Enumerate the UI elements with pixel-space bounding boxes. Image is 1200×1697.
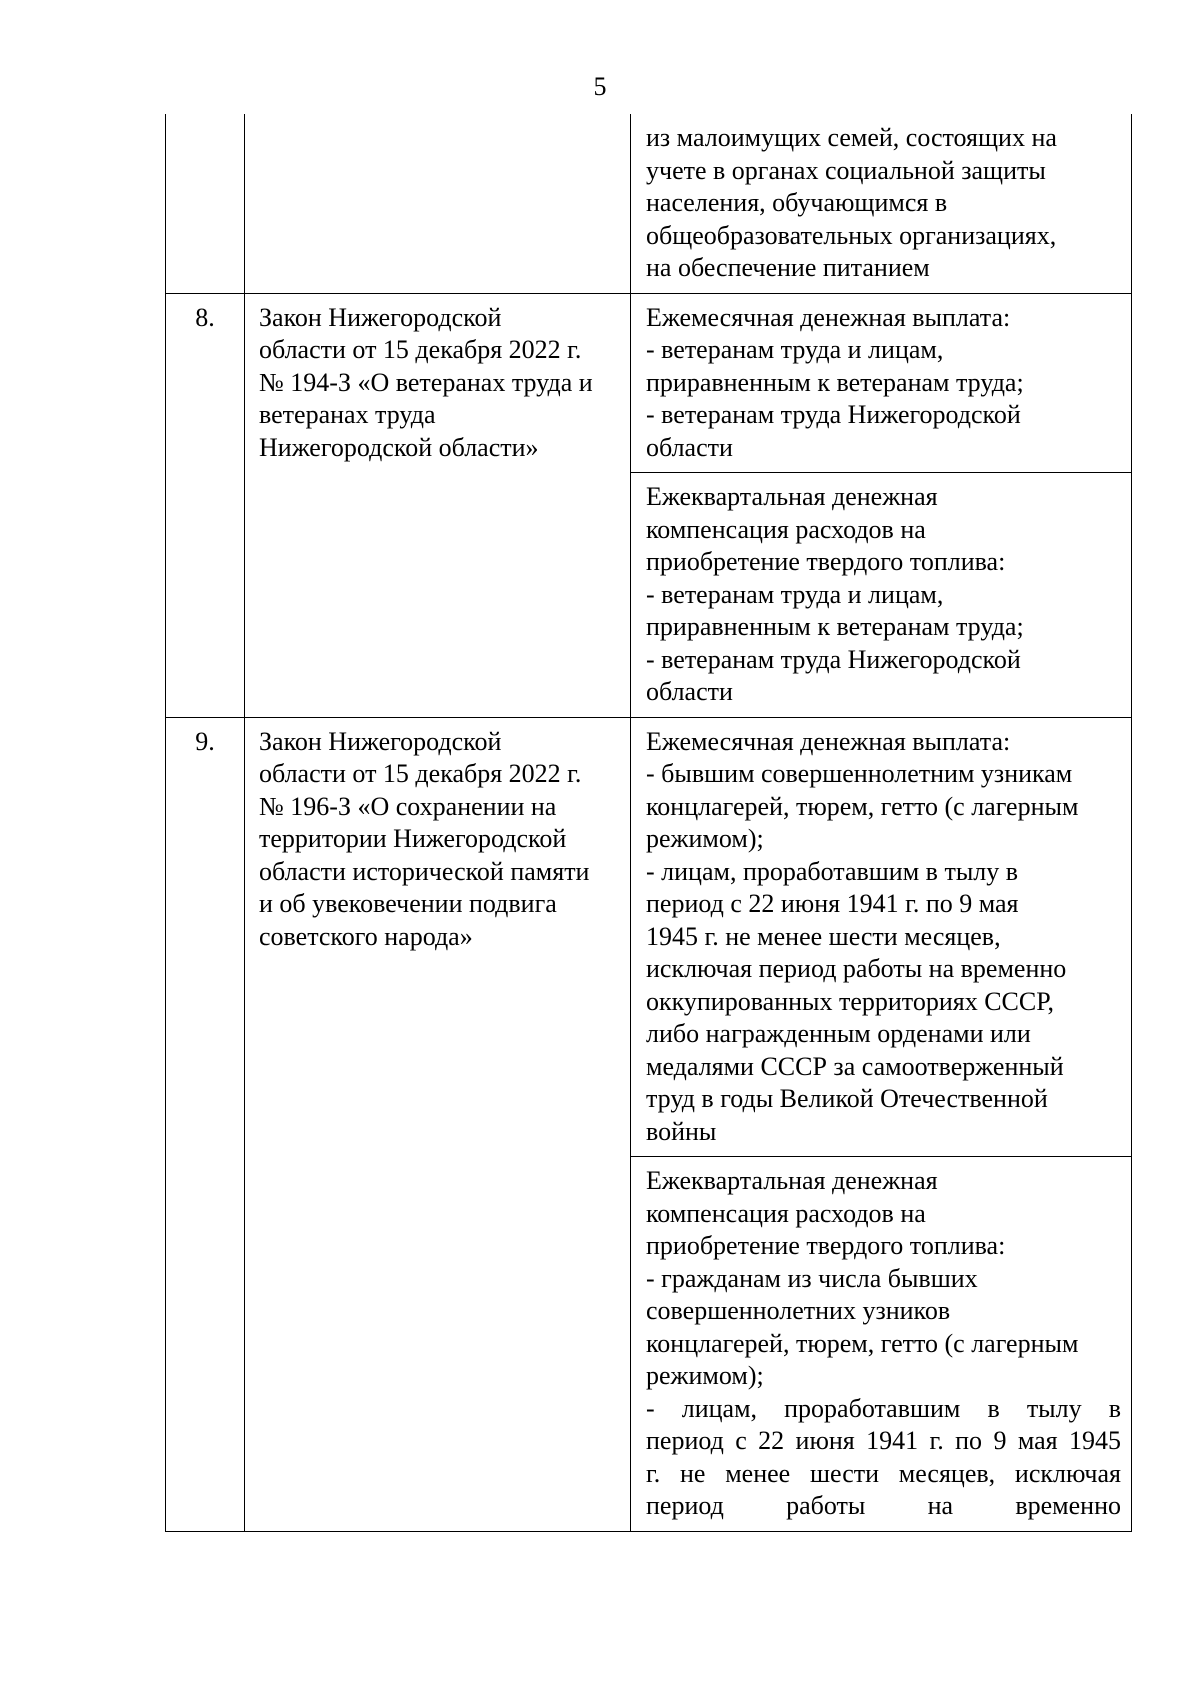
- text-line: 1945 г. не менее шести месяцев,: [646, 921, 1001, 951]
- text-line: Ежеквартальная денежная: [646, 482, 938, 511]
- law-text: [245, 294, 630, 473]
- text-line: концлагерей, тюрем, гетто (с лагерным: [646, 791, 1079, 821]
- text-line: Закон Нижегородской: [259, 726, 502, 756]
- text-line: период работы на временно: [646, 1491, 1121, 1520]
- table-row-8: [166, 293, 1132, 473]
- text-line: либо награжденным орденами или: [646, 1019, 1031, 1048]
- text-line: - ветеранам труда и лицам,: [646, 335, 944, 364]
- text-line: - ветеранам труда Нижегородской: [646, 644, 1021, 674]
- text-line: населения, обучающимся в: [646, 188, 948, 217]
- text-line: территории Нижегородской: [259, 824, 567, 853]
- text-line: Закон Нижегородской: [259, 302, 502, 332]
- row-number-cell: [166, 717, 245, 1531]
- row-number: 9.: [195, 726, 215, 756]
- table-row-9: [166, 717, 1132, 1157]
- text-line: Ежемесячная денежная выплата:: [646, 302, 1011, 332]
- text-line: приравненным к ветеранам труда;: [646, 612, 1024, 641]
- law-cell: [245, 717, 631, 1531]
- text-line: период с 22 июня 1941 г. по 9 мая 1945: [646, 1426, 1121, 1455]
- text-line: приобретение твердого топлива:: [646, 547, 1006, 576]
- text-line: - лицам, проработавшим в тылу в: [646, 856, 1019, 886]
- text-line: труд в годы Великой Отечественной: [646, 1084, 1048, 1113]
- text-line: ветеранах труда: [259, 400, 436, 429]
- measure-cell: [631, 1157, 1132, 1532]
- text-line: - ветеранам труда и лицам,: [646, 579, 944, 609]
- measure-text: [631, 114, 1131, 293]
- text-line: - ветеранам труда Нижегородской: [646, 400, 1021, 429]
- text-line: период с 22 июня 1941 г. по 9 мая: [646, 889, 1019, 918]
- text-line: исключая период работы на временно: [646, 954, 1067, 983]
- text-line: совершеннолетних узников: [646, 1296, 951, 1325]
- measure-text: [631, 294, 1131, 473]
- text-line: Ежемесячная денежная выплата:: [646, 726, 1011, 756]
- measure-cell: [631, 293, 1132, 473]
- text-line: Нижегородской области»: [259, 432, 539, 462]
- text-line: области: [646, 677, 733, 706]
- measure-text: [631, 1157, 1131, 1531]
- table-row-continuation: [166, 114, 1132, 293]
- text-line: компенсация расходов на: [646, 1198, 926, 1228]
- text-line: - бывшим совершеннолетним узникам: [646, 759, 1073, 788]
- page-number: 5: [593, 72, 607, 101]
- law-text: [245, 718, 630, 962]
- text-line: на обеспечение питанием: [646, 253, 930, 282]
- text-line: - лицам, проработавшим в тылу в: [646, 1393, 1121, 1423]
- measure-cell: [631, 473, 1132, 718]
- row-number-cell: [166, 114, 245, 293]
- text-line: советского народа»: [259, 921, 473, 951]
- measure-cell: [631, 717, 1132, 1157]
- text-line: общеобразовательных организациях,: [646, 220, 1057, 250]
- text-line: концлагерей, тюрем, гетто (с лагерным: [646, 1328, 1079, 1358]
- text-line: и об увековечении подвига: [259, 889, 557, 918]
- text-line: Ежеквартальная денежная: [646, 1166, 938, 1195]
- law-cell: [245, 293, 631, 717]
- law-cell: [245, 114, 631, 293]
- text-line: области: [646, 432, 733, 462]
- text-line: из малоимущих семей, состоящих на: [646, 123, 1057, 152]
- text-line: области исторической памяти: [259, 856, 590, 886]
- benefits-table: [165, 114, 1132, 1532]
- row-number: 8.: [195, 302, 215, 332]
- measure-text: [631, 718, 1131, 1157]
- measure-text: [631, 473, 1131, 717]
- text-line: области от 15 декабря 2022 г.: [259, 335, 582, 364]
- text-line: приравненным к ветеранам труда;: [646, 367, 1024, 397]
- text-line: медалями СССР за самоотверженный: [646, 1051, 1064, 1081]
- text-line: компенсация расходов на: [646, 514, 926, 544]
- text-line: области от 15 декабря 2022 г.: [259, 759, 582, 788]
- text-line: войны: [646, 1116, 717, 1146]
- text-line: г. не менее шести месяцев, исключая: [646, 1458, 1121, 1488]
- text-line: оккупированных территориях СССР,: [646, 986, 1054, 1016]
- row-number-cell: [166, 293, 245, 717]
- text-line: режимом);: [646, 1361, 764, 1390]
- text-line: № 196-З «О сохранении на: [259, 791, 557, 821]
- measure-cell: [631, 114, 1132, 293]
- text-line: учете в органах социальной защиты: [646, 155, 1046, 185]
- text-line: - гражданам из числа бывших: [646, 1263, 978, 1293]
- text-line: режимом);: [646, 824, 764, 853]
- text-line: приобретение твердого топлива:: [646, 1231, 1006, 1260]
- text-line: № 194-З «О ветеранах труда и: [259, 367, 593, 397]
